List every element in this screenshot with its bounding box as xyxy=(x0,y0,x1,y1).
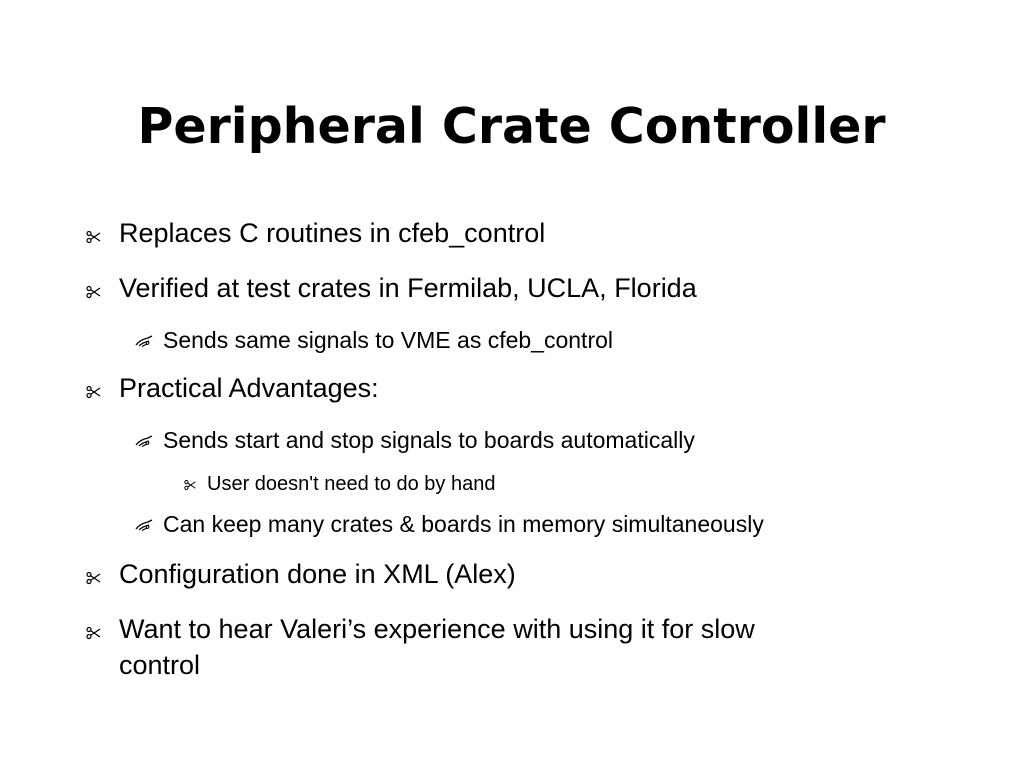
bullet-text: Want to hear Valeri’s experience with using it for slow xyxy=(119,614,755,644)
bullet-text: Practical Advantages: xyxy=(119,373,379,403)
sub-bullet-text: Sends start and stop signals to boards automatically xyxy=(163,427,695,453)
bullet-text: Configuration done in XML (Alex) xyxy=(119,559,516,589)
scissors-icon xyxy=(86,285,102,299)
slide-title: Peripheral Crate Controller xyxy=(137,98,886,155)
scissors-icon xyxy=(86,230,102,244)
writing-hand-icon xyxy=(134,518,154,532)
bullet-text: Verified at test crates in Fermilab, UCLA, Florida xyxy=(119,273,697,303)
writing-hand-icon xyxy=(134,434,154,448)
writing-hand-icon xyxy=(134,334,154,348)
sub-sub-bullet-text: User doesn't need to do by hand xyxy=(207,473,496,495)
bullet-text: Replaces C routines in cfeb_control xyxy=(119,218,546,248)
scissors-icon xyxy=(86,571,102,585)
scissors-icon xyxy=(86,626,102,640)
scissors-icon xyxy=(86,385,102,399)
sub-bullet-text: Sends same signals to VME as cfeb_control xyxy=(163,327,614,353)
sub-bullet-text: Can keep many crates & boards in memory simultaneously xyxy=(163,511,764,537)
scissors-icon xyxy=(184,479,197,491)
bullet-text-continuation: control xyxy=(119,650,201,680)
